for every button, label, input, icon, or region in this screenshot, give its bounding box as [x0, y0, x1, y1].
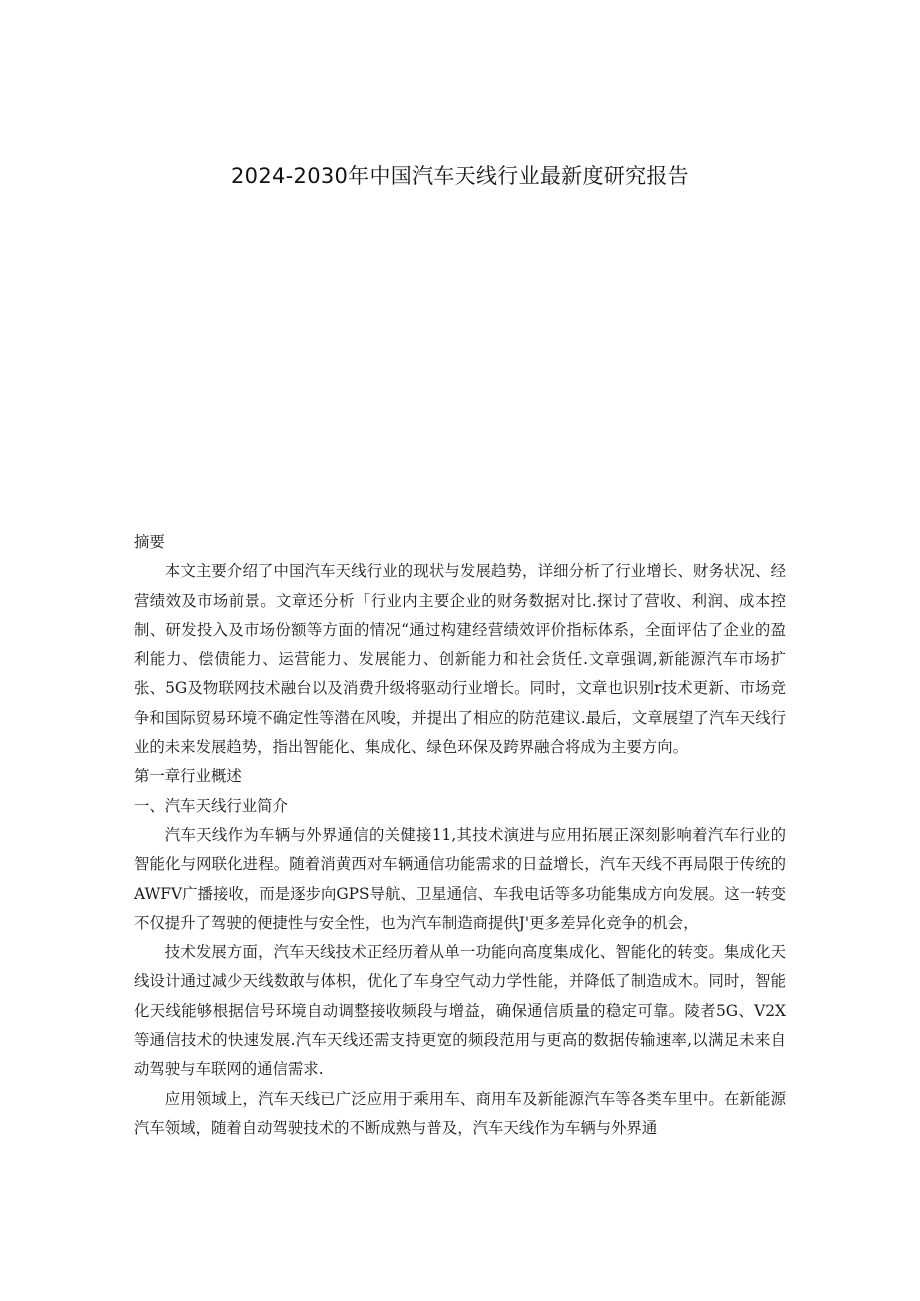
document-body [134, 528, 786, 1143]
body-paragraph: 技术发展方面，汽车天线技术正经历着从单一功能向高度集成化、智能化的转变。集成化天线设计通过减少天线数敢与体枳，优化了车身空气动力学性能，并降低了制造成木。同时，智能化天线能够根据信号环境自动调整接收频段与增益，确保通信质量的稳定可靠。陵者5G、V2X等通信技术的快速发展.汽车天线还需支持更宽的频段范用与更高的数据传输速率,以满足未来自动驾驶与车联网的通信需求. [134, 943, 786, 1079]
body-paragraph: 应用领域上，汽车天线已广泛应用于乘用车、商用车及新能源汽车等各类车里中。在新能源汽车领域，随着自动驾驶技术的不断成熟与普及，汽车天线作为车辆与外界通 [134, 1089, 786, 1137]
body-paragraph: 汽车天线作为车辆与外界通信的关健接11,其技术演进与应用拓展正深刻影响着汽车行业的智能化与网联化进程。随着消黄西对车辆通信功能需求的日益增长，汽车天线不再局限于传统的AWFV广播接收，而是逐步向GPS导航、卫星通信、车我电话等多功能集成方向发展。这一转变不仅提升了驾驶的便捷性与安全性，也为汽车制造商提供J'更多差异化竞争的机会， [134, 825, 786, 932]
chapter-heading: 第一章行业概述 [134, 767, 242, 786]
section-heading: 一、汽车天线行业简介 [134, 796, 288, 815]
abstract-paragraph: 本文主要介绍了中国汽车天线行业的现状与发展趋势，详细分析了行业增长、财务状况、经营绩效及市场前景。文章还分析「行业内主要企业的财务数据对比.探讨了营收、利润、成本控制、研发投入及市场份额等方面的情况“通过构建经营绩效评价指标体系，全面评估了企业的盈利能力、偿债能力、运营能力、发展能力、创新能力和社会货任.文章强调,新能源汽车市场扩张、5G及物联网技术融台以及消费升级将驱动行业增长。同时，文章也识别r技术更新、市场竞争和国际贸易环境不确定性等潜在风唆，并提出了相应的防范建议.最后，文章展望了汽车天线行业的未来发展趋势，指出智能化、集成化、绿色环保及跨界融合将成为主要方向。 [134, 562, 786, 757]
abstract-heading: 摘要 [134, 533, 165, 551]
document-title: 2024-2030年中国汽车天线行业最新度研究报告 [231, 164, 689, 188]
